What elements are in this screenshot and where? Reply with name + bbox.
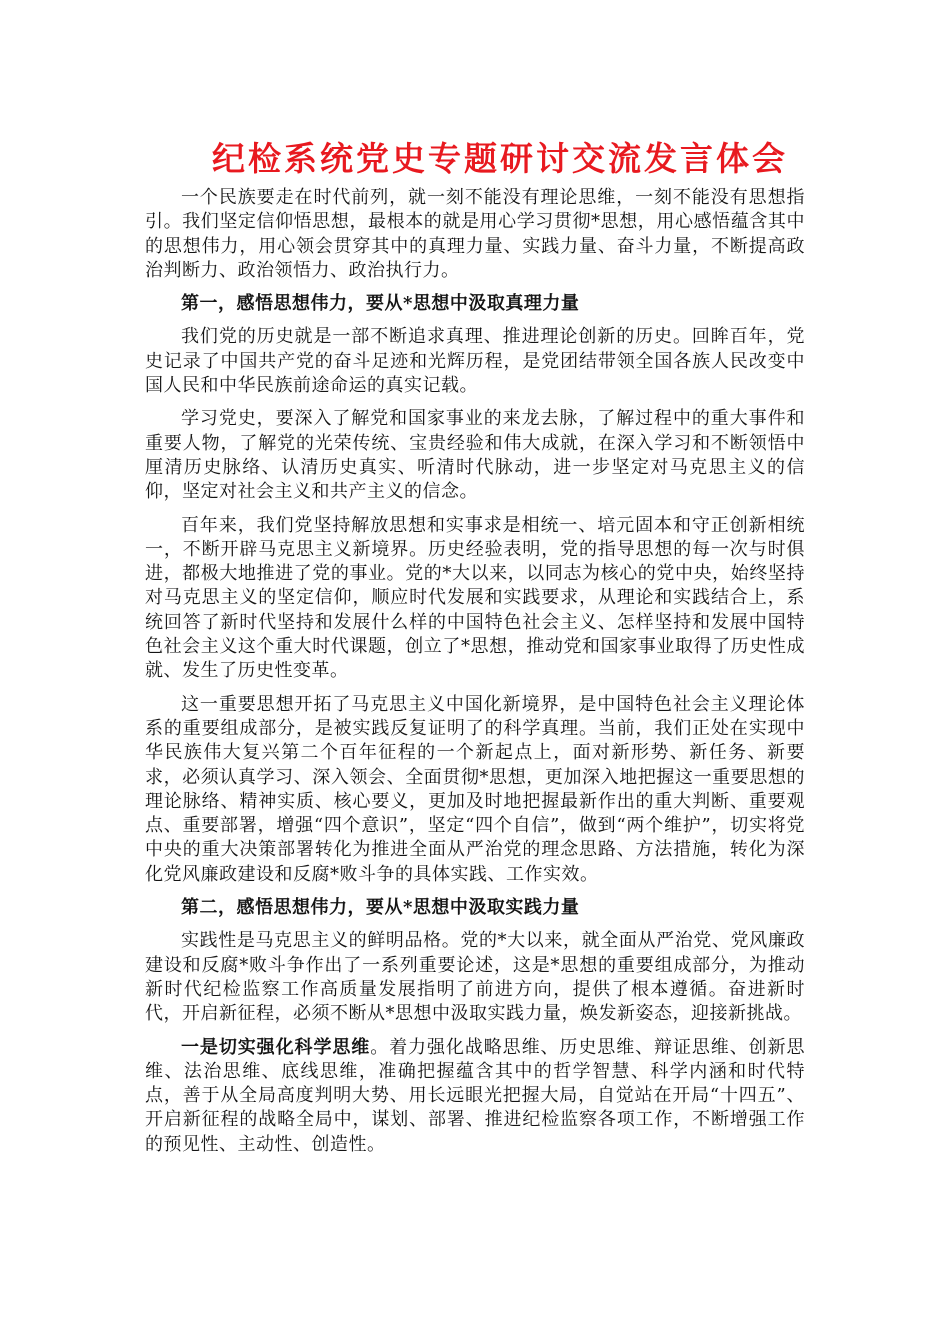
point-1-paragraph	[145, 1036, 805, 1157]
section-1-paragraph: 学习党史，要深入了解党和国家事业的来龙去脉，了解过程中的重大事件和重要人物，了解党的光荣传统、宝贵经验和伟大成就，在深入学习和不断领悟中厘清历史脉络、认清历史真实、听清时代脉动，进一步坚定对马克思主义的信仰，坚定对社会主义和共产主义的信念。	[145, 408, 805, 503]
document-title: 纪检系统党史专题研讨交流发言体会	[212, 139, 788, 178]
section-2-paragraph: 实践性是马克思主义的鲜明品格。党的*大以来，就全面从严治党、党风廉政建设和反腐*败斗争作出了一系列重要论述，这是*思想的重要组成部分，为推动新时代纪检监察工作高质量发展指明了前进方向，提供了根本遵循。奋进新时代，开启新征程，必须不断从*思想中汲取实践力量，焕发新姿态，迎接新挑战。	[145, 930, 805, 1025]
section-1-paragraph: 这一重要思想开拓了马克思主义中国化新境界，是中国特色社会主义理论体系的重要组成部分，是被实践反复证明了的科学真理。当前，我们正处在实现中华民族伟大复兴第二个百年征程的一个新起点上，面对新形势、新任务、新要求，必须认真学习、深入领会、全面贯彻*思想，更加深入地把握这一重要思想的理论脉络、精神实质、核心要义，更加及时地把握最新作出的重大判断、重要观点、重要部署，增强“四个意识”，坚定“四个自信”，做到“两个维护”，切实将党中央的重大决策部署转化为推进全面从严治党的理念思路、方法措施，转化为深化党风廉政建设和反腐*败斗争的具体实践、工作实效。	[145, 693, 805, 885]
section-1-paragraph: 我们党的历史就是一部不断追求真理、推进理论创新的历史。回眸百年，党史记录了中国共产党的奋斗足迹和光辉历程，是党团结带领全国各族人民改变中国人民和中华民族前途命运的真实记载。	[145, 326, 805, 397]
section-1-paragraph: 百年来，我们党坚持解放思想和实事求是相统一、培元固本和守正创新相统一，不断开辟马克思主义新境界。历史经验表明，党的指导思想的每一次与时俱进，都极大地推进了党的事业。党的*大以来，以同志为核心的党中央，始终坚持对马克思主义的坚定信仰，顺应时代发展和实践要求，从理论和实践结合上，系统回答了新时代坚持和发展什么样的中国特色社会主义、怎样坚持和发展中国特色社会主义这个重大时代课题，创立了*思想，推动党和国家事业取得了历史性成就、发生了历史性变革。	[145, 514, 805, 682]
section-2-heading: 第二，感悟思想伟力，要从*思想中汲取实践力量	[181, 897, 580, 919]
intro-paragraph: 一个民族要走在时代前列，就一刻不能没有理论思维，一刻不能没有思想指引。我们坚定信仰悟思想，最根本的就是用心学习贯彻*思想，用心感悟蕴含其中的思想伟力，用心领会贯穿其中的真理力量、实践力量、奋斗力量，不断提高政治判断力、政治领悟力、政治执行力。	[145, 187, 805, 281]
point-1-lead: 一是切实强化科学思维	[181, 1036, 371, 1058]
point-1-text: 。着力强化战略思维、历史思维、辩证思维、创新思维、法治思维、底线思维，准确把握蕴含其中的哲学智慧、科学内涵和时代特点，善于从全局高度判明大势、用长远眼光把握大局，自觉站在开局“十四五”、开启新征程的战略全局中，谋划、部署、推进纪检监察各项工作，不断增强工作的预见性、主动性、创造性。	[145, 1036, 805, 1155]
section-1-heading: 第一，感悟思想伟力，要从*思想中汲取真理力量	[181, 293, 580, 315]
document-body	[145, 186, 805, 1166]
